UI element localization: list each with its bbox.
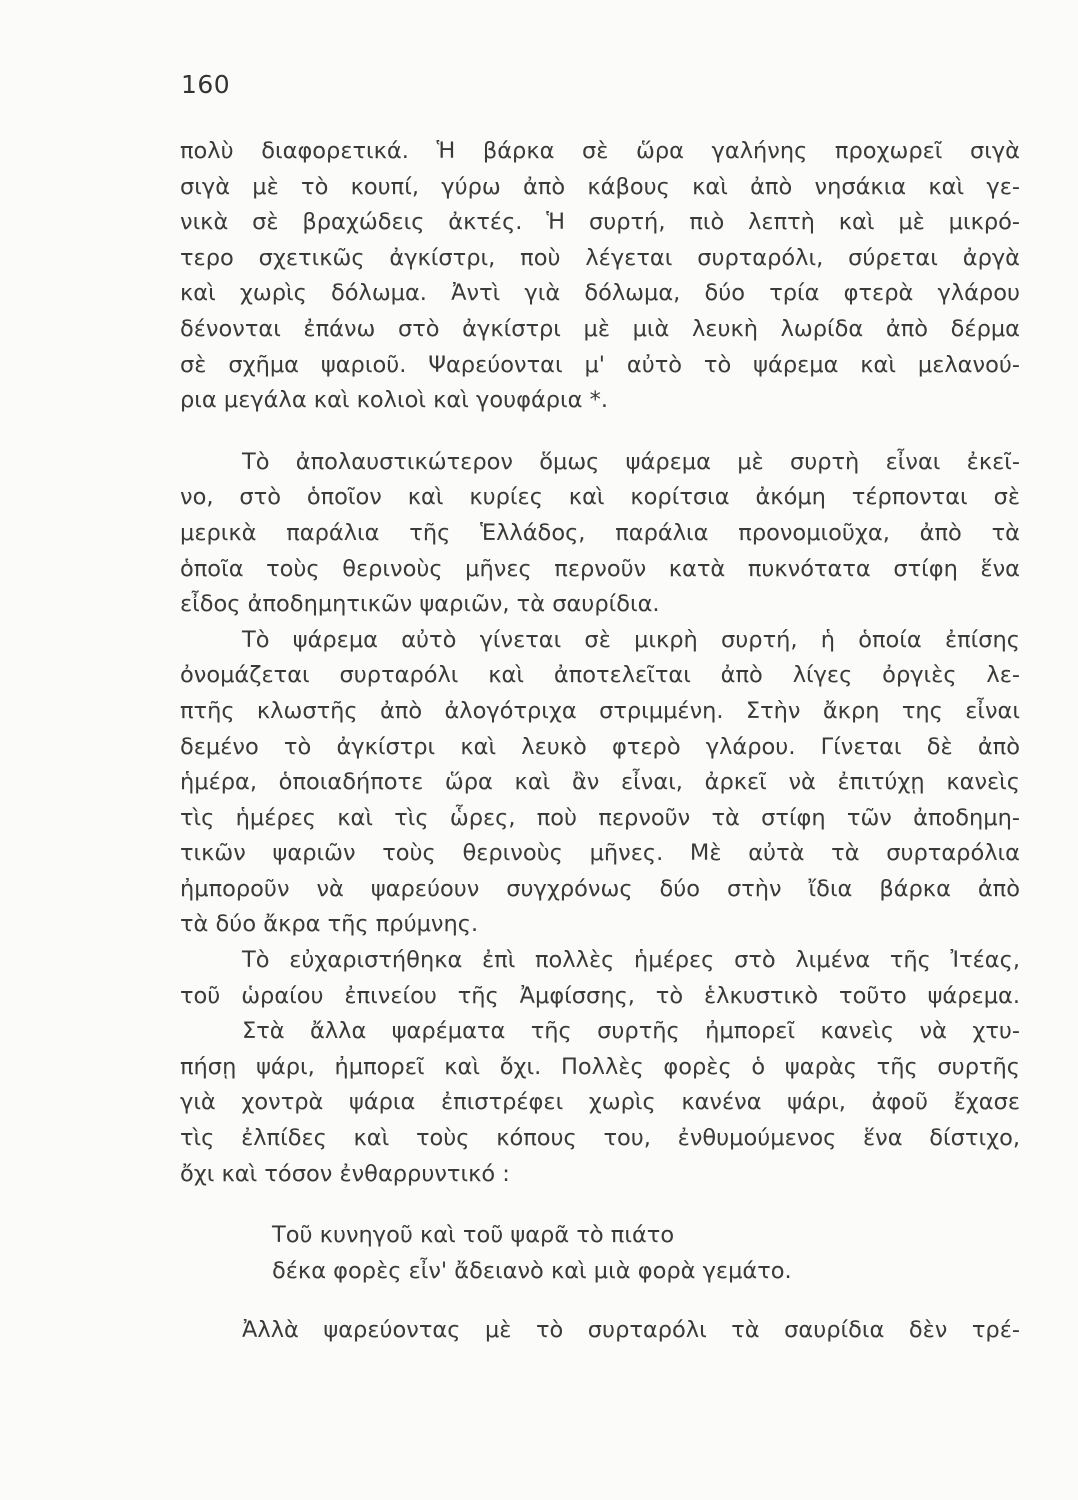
paragraph <box>180 623 1020 943</box>
text-line: τερο σχετικῶς ἀγκίστρι, ποὺ λέγεται συρταρόλι, σύρεται ἀργὰ <box>180 244 1020 271</box>
page-number: 160 <box>181 70 231 99</box>
text-line: τὰ δύο ἄκρα τῆς πρύμνης. <box>180 911 479 938</box>
text-line: εἶδος ἀποδημητικῶν ψαριῶν, τὰ σαυρίδια. <box>180 591 660 618</box>
text-line: ρια μεγάλα καὶ κολιοὶ καὶ γουφάρια *. <box>180 387 609 414</box>
text-line: ὁποῖα τοὺς θερινοὺς μῆνες περνοῦν κατὰ πυκνότατα στίφη ἕνα <box>180 555 1020 582</box>
body-text <box>180 134 1020 1349</box>
text-line: Ἀλλὰ ψαρεύοντας μὲ τὸ συρταρόλι τὰ σαυρίδια δὲν τρέ- <box>242 1317 1020 1344</box>
text-line: καὶ χωρὶς δόλωμα. Ἀντὶ γιὰ δόλωμα, δύο τρία φτερὰ γλάρου <box>180 280 1020 307</box>
paragraph <box>180 445 1020 623</box>
text-line: νο, στὸ ὁποῖον καὶ κυρίες καὶ κορίτσια ἀκόμη τέρπονται σὲ <box>180 484 1020 511</box>
text-line: πήσῃ ψάρι, ἠμπορεῖ καὶ ὄχι. Πολλὲς φορὲς ὁ ψαρὰς τῆς συρτῆς <box>180 1053 1020 1080</box>
text-line: Στὰ ἄλλα ψαρέματα τῆς συρτῆς ἠμπορεῖ κανεὶς νὰ χτυ- <box>242 1018 1020 1045</box>
text-line: ἠμποροῦν νὰ ψαρεύουν συγχρόνως δύο στὴν ἴδια βάρκα ἀπὸ <box>180 875 1020 902</box>
text-line: τοῦ ὡραίου ἐπινείου τῆς Ἀμφίσσης, τὸ ἑλκυστικὸ τοῦτο ψάρεμα. <box>180 982 1020 1009</box>
text-line: νικὰ σὲ βραχώδεις ἀκτές. Ἡ συρτή, πιὸ λεπτὴ καὶ μὲ μικρό- <box>180 209 1020 236</box>
text-line: τὶς ἡμέρες καὶ τὶς ὧρες, ποὺ περνοῦν τὰ στίφη τῶν ἀποδημη- <box>180 804 1020 831</box>
paragraph <box>180 1014 1020 1192</box>
text-line: δεμένο τὸ ἀγκίστρι καὶ λευκὸ φτερὸ γλάρου. Γίνεται δὲ ἀπὸ <box>180 733 1020 760</box>
text-line: μερικὰ παράλια τῆς Ἑλλάδος, παράλια προνομιοῦχα, ἀπὸ τὰ <box>180 519 1020 546</box>
verse-couplet <box>180 1218 1020 1289</box>
text-line: γιὰ χοντρὰ ψάρια ἐπιστρέφει χωρὶς κανένα ψάρι, ἀφοῦ ἔχασε <box>180 1089 1020 1116</box>
text-line: Τὸ ἀπολαυστικώτερον ὅμως ψάρεμα μὲ συρτὴ εἶναι ἐκεῖ- <box>242 448 1020 475</box>
text-line: Τὸ ψάρεμα αὐτὸ γίνεται σὲ μικρὴ συρτή, ἡ ὁποία ἐπίσης <box>242 626 1020 653</box>
paragraph <box>180 1313 1020 1349</box>
text-line: ὄχι καὶ τόσον ἐνθαρρυντικό : <box>180 1160 510 1187</box>
text-line: Τὸ εὐχαριστήθηκα ἐπὶ πολλὲς ἡμέρες στὸ λιμένα τῆς Ἰτέας, <box>242 947 1020 974</box>
text-line: ὀνομάζεται συρταρόλι καὶ ἀποτελεῖται ἀπὸ λίγες ὀργιὲς λε- <box>180 662 1020 689</box>
text-line: τὶς ἐλπίδες καὶ τοὺς κόπους του, ἐνθυμούμενος ἕνα δίστιχο, <box>180 1125 1020 1152</box>
verse-line: Τοῦ κυνηγοῦ καὶ τοῦ ψαρᾶ τὸ πιάτο <box>272 1222 675 1249</box>
text-line: σὲ σχῆμα ψαριοῦ. Ψαρεύονται μ' αὐτὸ τὸ ψάρεμα καὶ μελανού- <box>180 351 1020 378</box>
text-line: δένονται ἐπάνω στὸ ἀγκίστρι μὲ μιὰ λευκὴ λωρίδα ἀπὸ δέρμα <box>180 315 1020 342</box>
paragraph <box>180 134 1020 419</box>
verse-line: δέκα φορὲς εἶν' ἄδειανὸ καὶ μιὰ φορὰ γεμάτο. <box>272 1257 792 1284</box>
paragraph <box>180 943 1020 1014</box>
text-line: τικῶν ψαριῶν τοὺς θερινοὺς μῆνες. Μὲ αὐτὰ τὰ συρταρόλια <box>180 840 1020 867</box>
text-line: πολὺ διαφορετικά. Ἡ βάρκα σὲ ὥρα γαλήνης προχωρεῖ σιγὰ <box>180 138 1020 164</box>
text-line: σιγὰ μὲ τὸ κουπί, γύρω ἀπὸ κάβους καὶ ἀπὸ νησάκια καὶ γε- <box>180 173 1020 200</box>
text-line: πτῆς κλωστῆς ἀπὸ ἀλογότριχα στριμμένη. Στὴν ἄκρη της εἶναι <box>180 697 1020 724</box>
text-line: ἡμέρα, ὁποιαδήποτε ὥρα καὶ ἂν εἶναι, ἀρκεῖ νὰ ἐπιτύχῃ κανεὶς <box>180 769 1020 796</box>
